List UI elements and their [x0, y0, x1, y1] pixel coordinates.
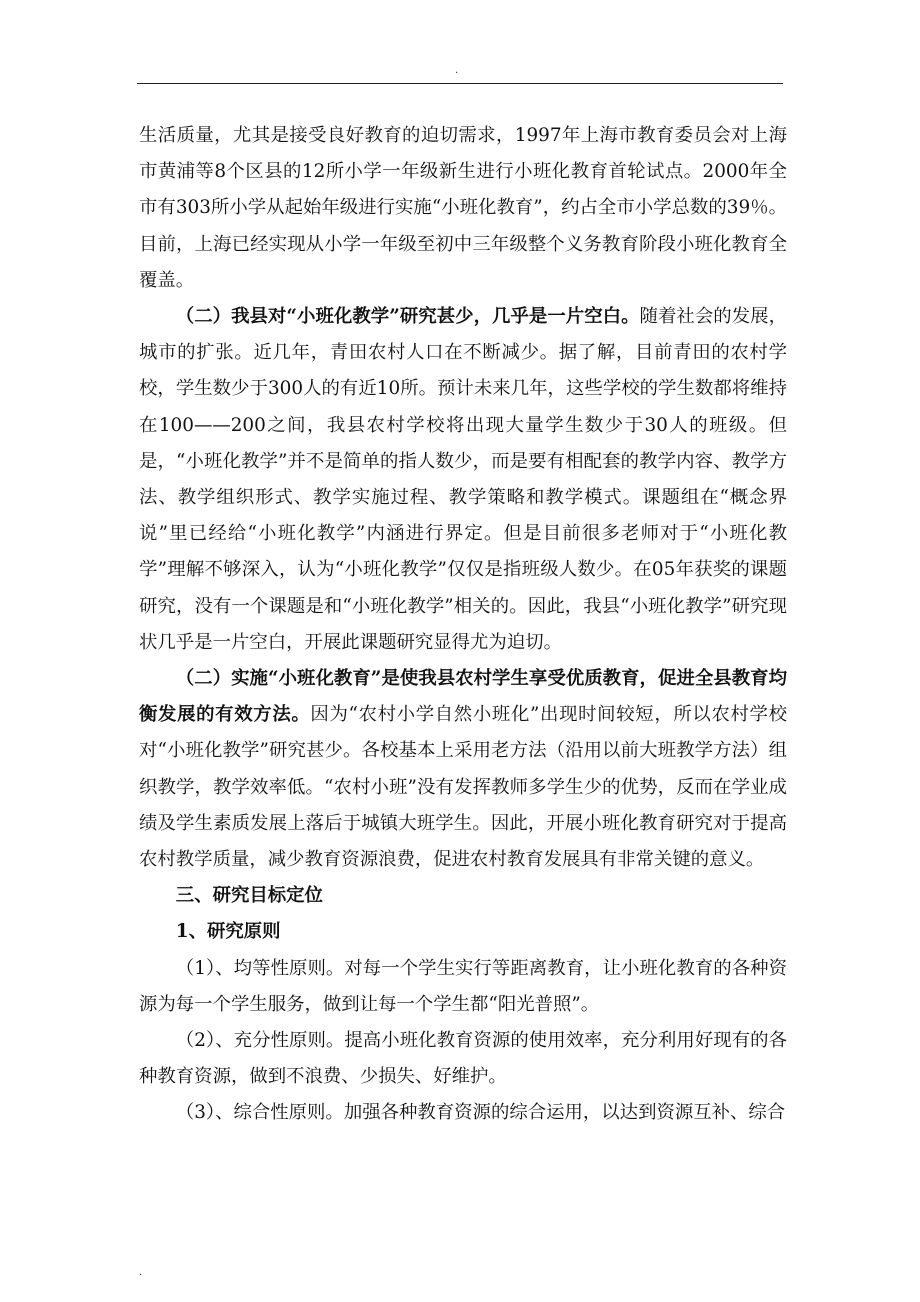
paragraph-lead-heading: （二）实施“小班化教育”是使我县农村学生享受优质教育，促进全县教育均衡发展的有效方法。 — [139, 668, 787, 726]
paragraph-implementation — [139, 661, 787, 878]
paragraph-text: 生活质量，尤其是接受良好教育的迫切需求，1997年上海市教育委员会对上海市黄浦等8个区县的12所小学一年级新生进行小班化教育首轮试点。2000年全市有303所小学从起始年级进行实施“小班化教育”，约占全市小学总数的39％。目前，上海已经实现从小学一年级至初中三年级整个义务教育阶段小班化教育全覆盖。 — [139, 125, 787, 291]
document-body — [139, 118, 787, 1132]
footer-mark: . — [139, 1267, 143, 1278]
section-heading: 三、研究目标定位 — [175, 885, 323, 907]
paragraph-lead-heading: （二）我县对“小班化教学”研究甚少，几乎是一片空白。 — [175, 306, 640, 328]
paragraph-text: 随着社会的发展，城市的扩张。近几年，青田农村人口在不断减少。据了解，目前青田的农村学校，学生数少于300人的有近10所。预计未来几年，这些学校的学生数都将维持在100——200之间，我县农村学校将出现大量学生数少于30人的班级。但是，“小班化教学”并不是简单的指人数少，而是要有相配套的教学内容、教学方法、教学组织形式、教学实施过程、教学策略和教学模式。课题组在“概念界说”里已经给“小班化教学”内涵进行界定。但是目前很多老师对于“小班化教学”理解不够深入，认为“小班化教学”仅仅是指班级人数少。在05年获奖的课题研究，没有一个课题是和“小班化教学”相关的。因此，我县“小班化教学”研究现状几乎是一片空白，开展此课题研究显得尤为迫切。 — [139, 306, 787, 653]
paragraph-research-status — [139, 299, 787, 661]
header-mark: . — [455, 65, 459, 76]
principle-item: （2）、充分性原则。提高小班化教育资源的使用效率，充分利用好现有的各种教育资源，做到不浪费、少损失、好维护。 — [139, 1030, 787, 1088]
principle-item: （1）、均等性原则。对每一个学生实行等距离教育，让小班化教育的各种资源为每一个学生服务，做到让每一个学生都“阳光普照”。 — [139, 957, 787, 1015]
paragraph-continuation — [139, 118, 787, 299]
subsection-heading: 1、研究原则 — [175, 921, 281, 943]
header-rule — [137, 83, 783, 84]
principle-item: （3）、综合性原则。加强各种教育资源的综合运用，以达到资源互补、综合 — [175, 1102, 786, 1124]
paragraph-text: 因为“农村小学自然小班化”出现时间较短，所以农村学校对“小班化教学”研究甚少。各校基本上采用老方法（沿用以前大班教学方法）组织教学，教学效率低。“农村小班”没有发挥教师多学生少的优势，反而在学业成绩及学生素质发展上落后于城镇大班学生。因此，开展小班化教育研究对于提高农村教学质量，减少教育资源浪费，促进农村教育发展具有非常关键的意义。 — [139, 704, 787, 871]
